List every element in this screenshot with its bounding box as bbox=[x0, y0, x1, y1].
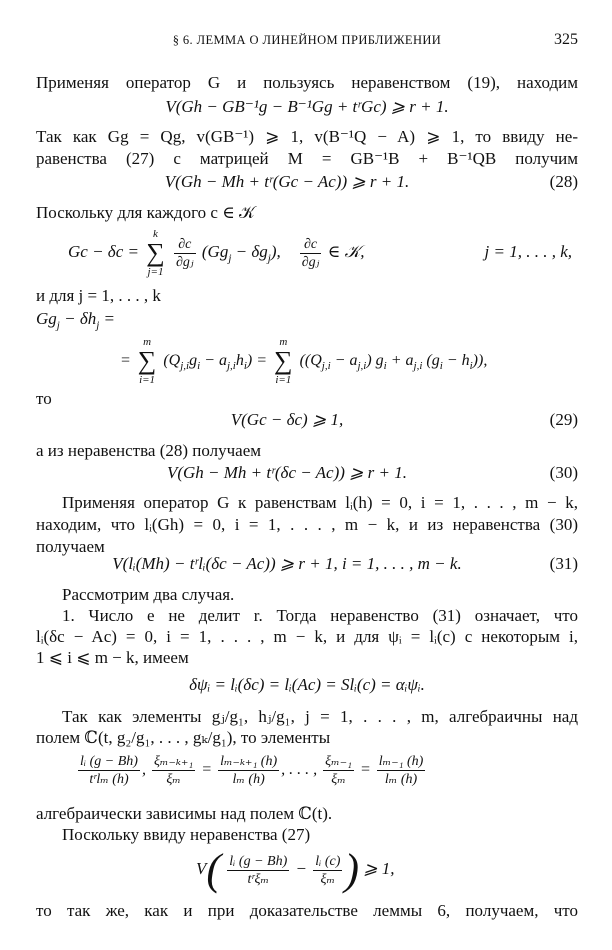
equation-number: (31) bbox=[549, 554, 578, 573]
sum-upper: k bbox=[153, 228, 158, 241]
text-line: равенства (27) с матрицей M = GB⁻¹B + B⁻¹QB получим bbox=[36, 149, 578, 168]
equation: V(Gh − Mh + tʳ(δc − Ac)) ⩾ r + 1. bbox=[166, 463, 408, 482]
fraction: $\frac{\text{lᵢ (g − Bh)}}{\text{tʳξₘ}}$ bbox=[229, 853, 288, 887]
text-line: Так как Gg = Qg, v(GB⁻¹) ⩾ 1, v(B⁻¹Q − A) ⩾ 1, то ввиду не- bbox=[36, 127, 578, 146]
running-header bbox=[36, 30, 578, 52]
fraction: $\frac{\text{lᵢ (c)}}{\text{ξₘ}}$ bbox=[315, 853, 341, 887]
fraction: $\frac{\text{lᵢ (g − Bh)}}{\text{tʳlₘ (h)}}$ bbox=[80, 753, 138, 787]
text-line: получаем bbox=[36, 537, 105, 556]
running-title: § 6. ЛЕММА О ЛИНЕЙНОМ ПРИБЛИЖЕНИИ bbox=[172, 33, 442, 47]
equation: δψᵢ = lᵢ(δc) = lᵢ(Ac) = Slᵢ(c) = αᵢψᵢ. bbox=[189, 675, 425, 694]
text-line: Поскольку для каждого c ∈ 𝒦 bbox=[36, 203, 255, 222]
eq-lhs: Gc − δc = bbox=[68, 242, 139, 261]
fraction-sequence: $\frac{\text{lᵢ (g − Bh)}}{\text{tʳlₘ (h)}}$ , $\frac{\text{ξₘ₋ₖ₊₁}}{\text{ξₘ}}$ = $\frac{\text{lₘ₋ₖ₊₁ (h)}}{\text{lₘ (h)}}$ , . . . , $\frac{\text{ξₘ₋₁}}{\text{ξₘ}}$ = $\frac{\text{lₘ₋₁ (h)}}{\text{lₘ (h)}}$ bbox=[80, 753, 424, 787]
sum-equation: = m ∑ i=1 $(Q_{j,i}g_i - a_{j,i}h_i)$ = m ∑ i=1 ($(Q_{j,i} - a_{j,i}) g_i + a_{j,i}$ $(g_i - h_i)$), bbox=[120, 336, 488, 387]
page-number: 325 bbox=[554, 31, 578, 48]
equation: V(Gc − δc) ⩾ 1, bbox=[230, 410, 344, 429]
text-line: Применяя оператор G и пользуясь неравенством (19), находим bbox=[36, 73, 578, 92]
equation: V(Gh − Mh + tʳ(Gc − Ac)) ⩾ r + 1. bbox=[164, 172, 410, 191]
partial-fraction: $\frac{\partial c}{\text{∂gⱼ}}$ bbox=[176, 236, 194, 270]
fraction: $\frac{\text{ξₘ₋₁}}{\text{ξₘ}}$ bbox=[325, 753, 352, 787]
text-line: и для j = 1, . . . , k bbox=[36, 286, 161, 305]
fraction: $\frac{\text{ξₘ₋ₖ₊₁}}{\text{ξₘ}}$ bbox=[153, 753, 194, 787]
text-line: а из неравенства (28) получаем bbox=[36, 441, 262, 460]
fraction: $\frac{\text{lₘ₋ₖ₊₁ (h)}}{\text{lₘ (h)}}$ bbox=[220, 753, 278, 787]
sum-symbol: k ∑ j=1 bbox=[146, 228, 165, 279]
sum-symbol: m ∑ i=1 bbox=[137, 336, 157, 387]
text-line: Рассмотрим два случая. bbox=[62, 585, 235, 604]
equation-number: (30) bbox=[549, 463, 578, 482]
text-line: Так как элементы gⱼ/g₁, hⱼ/g₁, j = 1, . . . , m, алгебраичны над bbox=[62, 707, 578, 726]
sum-lower: j=1 bbox=[147, 266, 164, 279]
text-line: находим, что lᵢ(Gh) = 0, i = 1, . . . , m − k, и из неравенства (30) bbox=[36, 515, 578, 534]
sum-symbol: m ∑ i=1 bbox=[274, 336, 293, 387]
equation-number: (29) bbox=[549, 410, 578, 429]
fraction: $\frac{\text{lₘ₋₁ (h)}}{\text{lₘ (h)}}$ bbox=[378, 753, 424, 787]
text-line: полем ℂ(t, g₂/g₁, . . . , gₖ/g₁), то элементы bbox=[36, 728, 331, 747]
text-line: lᵢ(δc − Ac) = 0, i = 1, . . . , m − k, и для ψᵢ = lᵢ(c) с некоторым i, bbox=[36, 627, 578, 646]
text-line: Поскольку ввиду неравенства (27) bbox=[62, 825, 311, 844]
equation-number: (28) bbox=[549, 172, 578, 191]
text-line: 1. Число e не делит r. Тогда неравенство (31) означает, что bbox=[62, 606, 578, 625]
text-line: 1 ⩽ i ⩽ m − k, имеем bbox=[36, 648, 189, 667]
equation: V(lᵢ(Mh) − tʳlᵢ(δc − Ac)) ⩾ r + 1, i = 1, . . . , m − k. bbox=[112, 554, 462, 573]
equation-lhs: $Gg_j - \delta h_j$ = bbox=[36, 309, 116, 332]
sum-equation: Gc − δc = k ∑ j=1 $\frac{\partial c}{\text{∂gⱼ}}$ $(Gg_j - \delta g_j)$, $\frac{\partial c}{\text{∂gⱼ}}$ ∈ 𝒦, j = 1, . . . , k, bbox=[68, 228, 572, 279]
text-line: то так же, как и при доказательстве леммы 6, получаем, что bbox=[36, 901, 578, 920]
partial-fraction: $\frac{\partial c}{\text{∂gⱼ}}$ bbox=[301, 236, 320, 270]
text-line: Применяя оператор G к равенствам lᵢ(h) = 0, i = 1, . . . , m − k, bbox=[62, 493, 578, 512]
inequality: V( $\frac{\text{lᵢ (g − Bh)}}{\text{tʳξₘ}}$ − $\frac{\text{lᵢ (c)}}{\text{ξₘ}}$ ) ⩾ 1, bbox=[196, 845, 395, 895]
equation: V(Gh − GB⁻¹g − B⁻¹Gg + tʳGc) ⩾ r + 1. bbox=[165, 97, 449, 116]
text-line: то bbox=[36, 389, 52, 408]
text-line: алгебраически зависимы над полем ℂ(t). bbox=[36, 804, 333, 823]
